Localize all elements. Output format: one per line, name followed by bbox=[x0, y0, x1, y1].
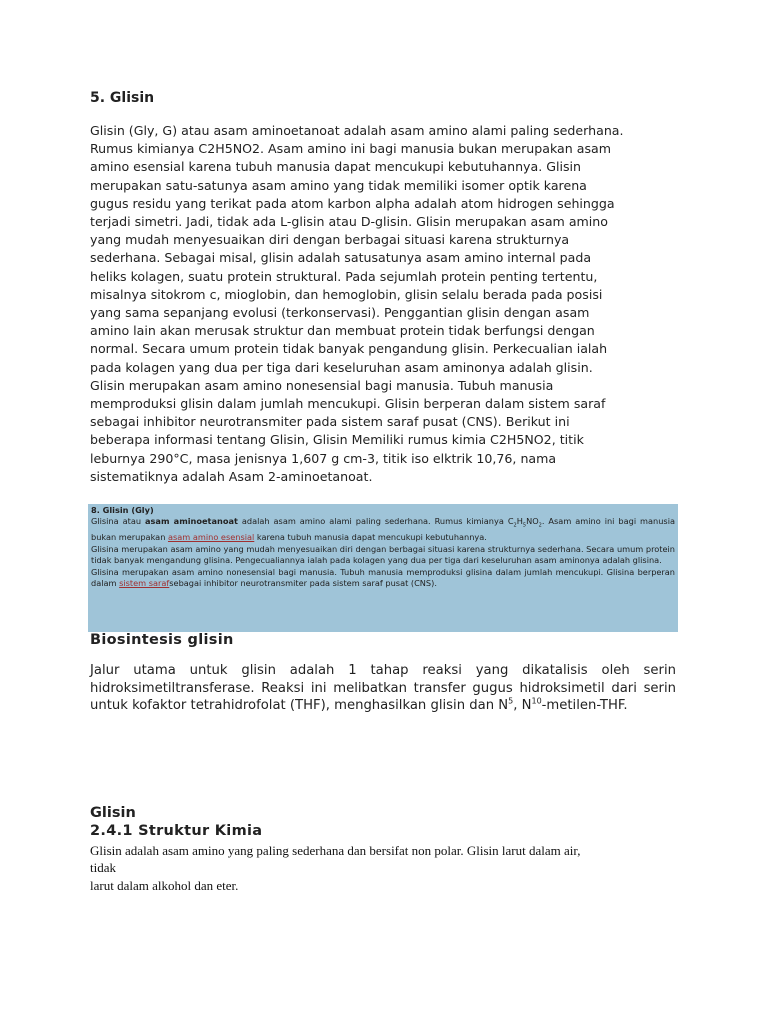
superscript: 10 bbox=[531, 696, 542, 706]
box-title: 8. Glisin (Gly) bbox=[91, 505, 154, 515]
box-text: Glisina merupakan asam amino nonesensial bagi manusia. Tubuh manusia memproduksi glisina dalam jumlah mencukupi. Glisina berperan dalam bbox=[91, 566, 675, 589]
box-text: sebagai inhibitor neurotransmiter pada sistem saraf pusat (CNS). bbox=[169, 578, 437, 589]
struktur-line-3: larut dalam alkohol dan eter. bbox=[90, 878, 239, 893]
subsection-title-struktur-kimia: 2.4.1 Struktur Kimia bbox=[90, 823, 263, 839]
biosintesis-text: , N bbox=[513, 698, 532, 714]
formula-subscript: 2 bbox=[513, 523, 517, 530]
struktur-line-1: Glisin adalah asam amino yang paling sederhana dan bersifat non polar. Glisin larut dalam air, bbox=[90, 843, 581, 858]
formula-subscript: 2 bbox=[538, 523, 542, 530]
box-paragraph-3 bbox=[91, 567, 675, 590]
box-text: adalah asam amino alami paling sederhana. Rumus kimianya C bbox=[237, 516, 514, 527]
box-paragraph-1 bbox=[91, 516, 675, 543]
glisin-info-box bbox=[88, 504, 678, 632]
box-text: . Asam amino ini bagi manusia bukan merupakan bbox=[91, 516, 675, 543]
biosintesis-text: Jalur utama untuk glisin adalah 1 tahap reaksi yang dikatalisis oleh serin hidroksimetiltransferase. Reaksi ini melibatkan transfer gugus hidroksimetil dari serin untuk kofaktor tetrahidrofolat (THF), menghasilkan glisin dan N bbox=[90, 663, 676, 714]
box-text: NO bbox=[526, 516, 539, 527]
biosintesis-text: -metilen-THF. bbox=[541, 698, 628, 714]
box-text: H bbox=[516, 516, 523, 527]
section-title-biosintesis: Biosintesis glisin bbox=[90, 632, 234, 648]
box-bold-term: asam aminoetanoat bbox=[145, 516, 238, 527]
link-sistem-saraf[interactable]: sistem saraf bbox=[119, 578, 170, 589]
box-text: karena tubuh manusia dapat mencukupi kebutuhannya. bbox=[254, 532, 487, 543]
superscript: 5 bbox=[508, 696, 514, 706]
formula-subscript: 5 bbox=[522, 523, 527, 530]
box-paragraph-2: Glisina merupakan asam amino yang mudah menyesuaikan diri dengan berbagai situasi karena strukturnya sederhana. Secara umum protein tidak banyak mengandung glisina. Pengecualiannya ialah pada kolagen yang dua per tiga dari keseluruhan asam aminonya adalah glisina. bbox=[91, 543, 675, 566]
link-asam-amino-esensial[interactable]: asam amino esensial bbox=[167, 532, 255, 543]
biosintesis-paragraph bbox=[90, 662, 676, 715]
struktur-line-2: tidak bbox=[90, 860, 116, 875]
section-title-glisin: 5. Glisin bbox=[90, 90, 155, 106]
section-title-glisin-2: Glisin bbox=[90, 805, 136, 821]
box-text: Glisina atau bbox=[91, 516, 146, 527]
glisin-paragraph: Glisin (Gly, G) atau asam aminoetanoat adalah asam amino alami paling sederhana. Rumus kimianya C2H5NO2. Asam amino ini bagi manusia bukan merupakan asam amino esensial karena tubuh manusia dapat mencukupi kebutuhannya. Glisin merupakan satu-satunya asam amino yang tidak memiliki isomer optik karena gugus residu yang terikat pada atom karbon alpha adalah atom hidrogen sehingga terjadi simetri. Jadi, tidak ada L-glisin atau D-glisin. Glisin merupakan asam amino yang mudah menyesuaikan diri dengan berbagai situasi karena strukturnya sederhana. Sebagai misal, glisin adalah satusatunya asam amino internal pada heliks kolagen, suatu protein struktural. Pada sejumlah protein penting tertentu, misalnya sitokrom c, mioglobin, dan hemoglobin, glisin selalu berada pada posisi yang sama sepanjang evolusi (terkonservasi). Penggantian glisin dengan asam amino lain akan merusak struktur dan membuat protein tidak berfungsi dengan normal. Secara umum protein tidak banyak pengandung glisin. Perkecualian ialah pada kolagen yang dua per tiga dari keseluruhan asam aminonya adalah glisin. Glisin merupakan asam amino nonesensial bagi manusia. Tubuh manusia memproduksi glisin dalam jumlah mencukupi. Glisin berperan dalam sistem saraf sebagai inhibitor neurotransmiter pada sistem saraf pusat (CNS). Berikut ini beberapa informasi tentang Glisin, Glisin Memiliki rumus kimia C2H5NO2, titik leburnya 290°C, masa jenisnya 1,607 g cm-3, titik iso elktrik 10,76, nama sistematiknya adalah Asam 2-aminoetanoat. bbox=[90, 123, 624, 484]
